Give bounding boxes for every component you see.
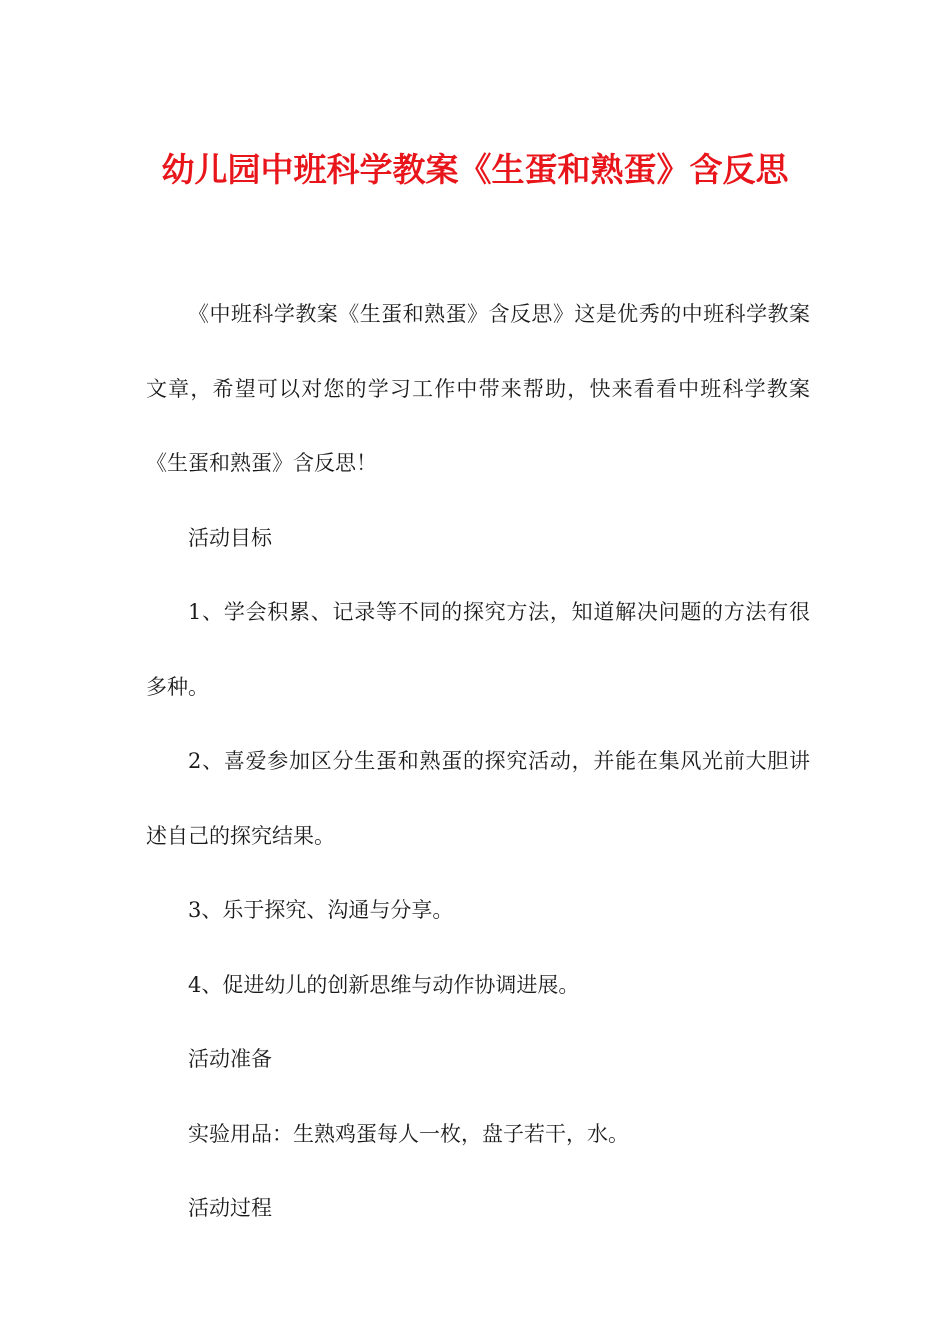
document-body	[146, 277, 810, 1246]
goal-item-2: 2、喜爱参加区分生蛋和熟蛋的探究活动，并能在集风光前大胆讲述自己的探究结果。	[146, 749, 810, 848]
goal-item-3: 3、乐于探究、沟通与分享。	[188, 898, 454, 922]
section-heading-goals: 活动目标	[188, 525, 272, 550]
goal-item-1: 1、学会积累、记录等不同的探究方法，知道解决问题的方法有很多种。	[146, 600, 810, 699]
intro-paragraph: 《中班科学教案《生蛋和熟蛋》含反思》这是优秀的中班科学教案文章，希望可以对您的学习工作中带来帮助，快来看看中班科学教案《生蛋和熟蛋》含反思！	[146, 302, 810, 475]
section-heading-preparation: 活动准备	[188, 1047, 272, 1071]
preparation-item: 实验用品：生熟鸡蛋每人一枚，盘子若干，水。	[188, 1121, 629, 1146]
section-heading-process: 活动过程	[188, 1196, 272, 1220]
document-title: 幼儿园中班科学教案《生蛋和熟蛋》含反思	[161, 150, 789, 189]
goal-item-4: 4、促进幼儿的创新思维与动作协调进展。	[188, 972, 580, 997]
